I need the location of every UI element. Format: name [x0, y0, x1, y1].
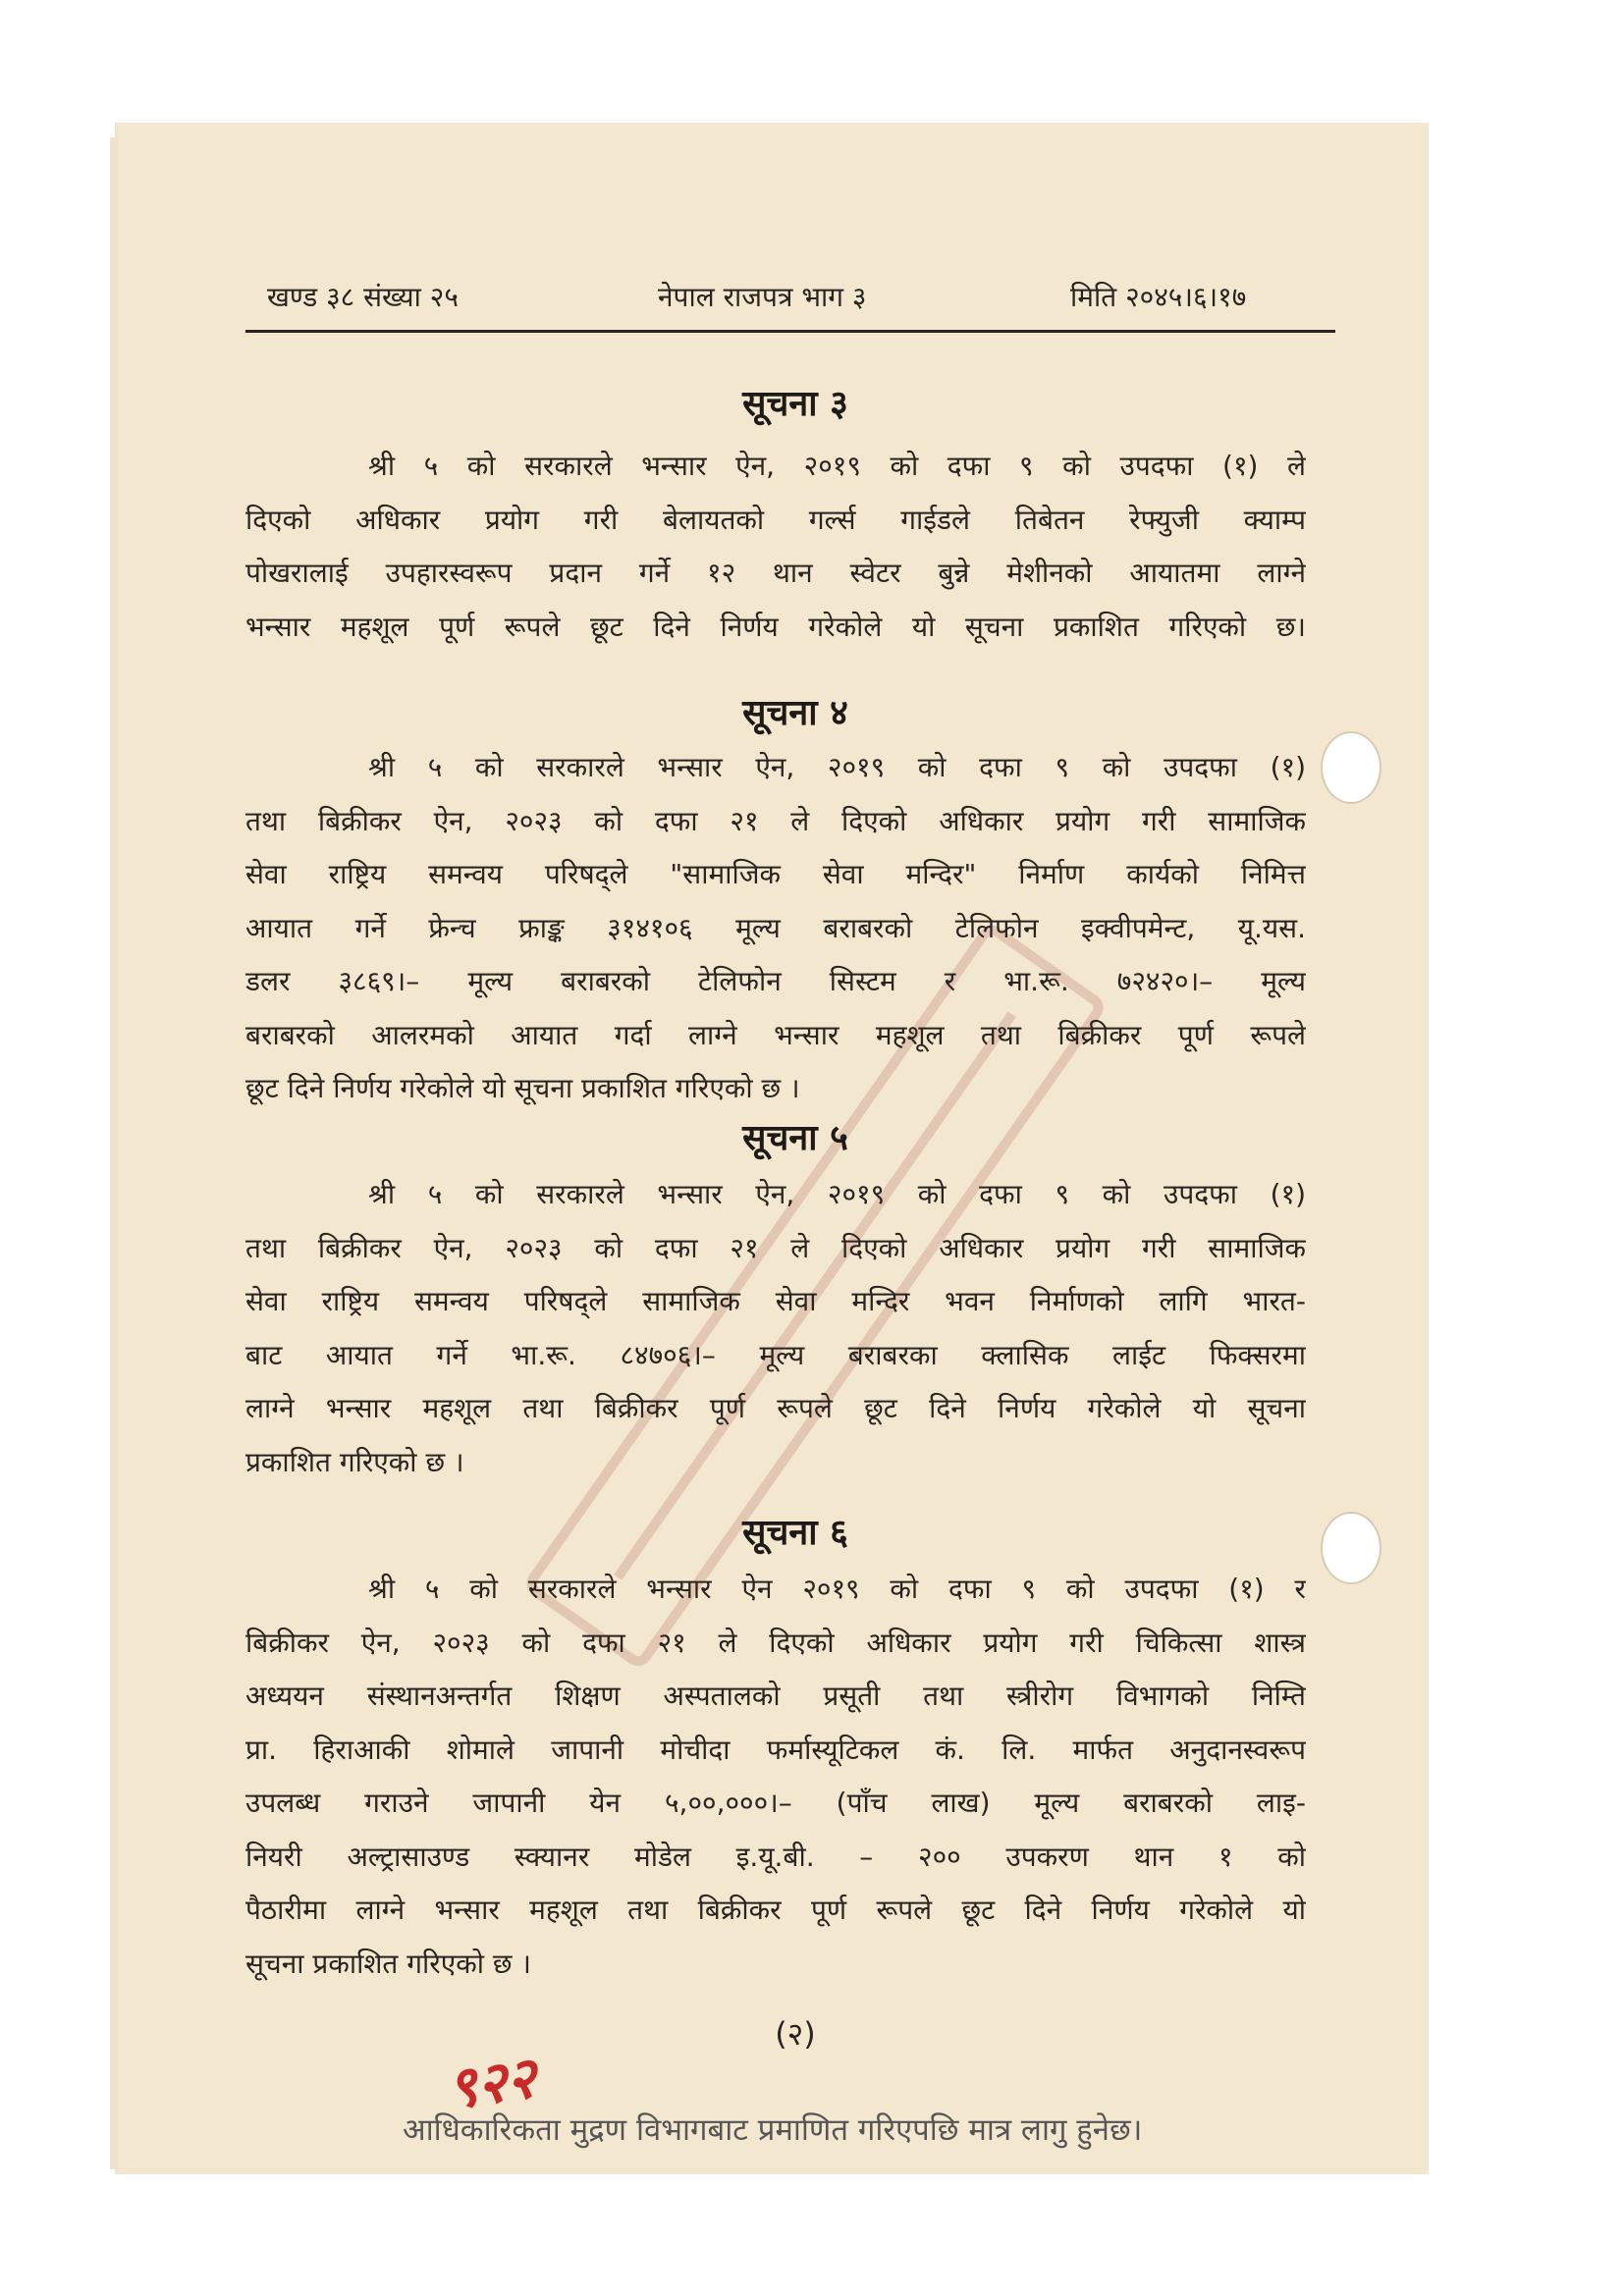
text-line: बाट आयात गर्ने भा.रू. ८४७०६।– मूल्य बराबरका क्लासिक लाईट फिक्सरमा: [245, 1338, 1306, 1371]
notice-heading: सूचना ४: [742, 693, 848, 733]
notice-body: [245, 1168, 1306, 1489]
gazette-title: नेपाल राजपत्र भाग ३: [658, 281, 867, 313]
text-line: पैठारीमा लाग्ने भन्सार महशूल तथा बिक्रीकर पूर्ण रूपले छूट दिने निर्णय गरेकोले यो: [245, 1894, 1306, 1926]
text-line: सेवा राष्ट्रिय समन्वय परिषद्ले सामाजिक सेवा मन्दिर भवन निर्माणको लागि भारत-: [245, 1285, 1306, 1317]
punch-hole-bottom: [1321, 1512, 1381, 1584]
text-line: पोखरालाई उपहारस्वरूप प्रदान गर्ने १२ थान स्वेटर बुन्ने मेशीनको आयातमा लाग्ने: [245, 557, 1306, 589]
text-line: दिएको अधिकार प्रयोग गरी बेलायतको गर्ल्स गाईडले तिबेतन रेफ्युजी क्याम्प: [245, 503, 1306, 536]
text-line: डलर ३८६९।– मूल्य बराबरको टेलिफोन सिस्टम र भा.रू. ७२४२०।– मूल्य: [245, 965, 1306, 997]
text-line: बिक्रीकर ऐन, २०२३ को दफा २१ ले दिएको अधिकार प्रयोग गरी चिकित्सा शास्त्र: [245, 1626, 1306, 1659]
text-line: बराबरको आलरमको आयात गर्दा लाग्ने भन्सार महशूल तथा बिक्रीकर पूर्ण रूपले: [245, 1018, 1306, 1051]
page-header: [245, 278, 1335, 317]
text-line: प्रकाशित गरिएको छ ।: [245, 1445, 464, 1478]
text-line: लाग्ने भन्सार महशूल तथा बिक्रीकर पूर्ण रूपले छूट दिने निर्णय गरेकोले यो सूचना: [245, 1392, 1306, 1424]
footer-authentication-note: आधिकारिकता मुद्रण विभागबाट प्रमाणित गरिएपछि मात्र लागु हुनेछ।: [403, 2112, 1143, 2148]
notice-body: [245, 1563, 1306, 1991]
text-line: सेवा राष्ट्रिय समन्वय परिषद्ले "सामाजिक सेवा मन्दिर" निर्माण कार्यको निमित्त: [245, 858, 1306, 890]
text-line: श्री ५ को सरकारले भन्सार ऐन, २०१९ को दफा ९ को उपदफा (१): [368, 1178, 1306, 1210]
notice-body: [245, 440, 1306, 654]
text-line: तथा बिक्रीकर ऐन, २०२३ को दफा २१ ले दिएको अधिकार प्रयोग गरी सामाजिक: [245, 1231, 1306, 1264]
text-line: अध्ययन संस्थानअन्तर्गत शिक्षण अस्पतालको प्रसूती तथा स्त्रीरोग विभागको निम्ति: [245, 1680, 1306, 1712]
notice-heading: सूचना ३: [742, 384, 848, 424]
text-line: आयात गर्ने फ्रेन्च फ्राङ्क ३१४१०६ मूल्य बराबरको टेलिफोन इक्वीपमेन्ट, यू.यस.: [245, 911, 1306, 944]
text-line: नियरी अल्ट्रासाउण्ड स्क्यानर मोडेल इ.यू.बी. – २०० उपकरण थान १ को: [245, 1840, 1306, 1873]
volume-issue: खण्ड ३८ संख्या २५: [267, 281, 459, 313]
text-line: प्रा. हिराआकी शोमाले जापानी मोचीदा फर्मास्यूटिकल कं. लि. मार्फत अनुदानस्वरूप: [245, 1733, 1306, 1766]
notice-body: [245, 741, 1306, 1116]
text-line: श्री ५ को सरकारले भन्सार ऐन २०१९ को दफा ९ को उपदफा (१) र: [368, 1573, 1306, 1605]
handwritten-page-number: ९२२: [443, 2044, 541, 2122]
text-line: उपलब्ध गराउने जापानी येन ५,००,०००।– (पाँच लाख) मूल्य बराबरको लाइ-: [245, 1787, 1306, 1819]
text-line: श्री ५ को सरकारले भन्सार ऐन, २०१९ को दफा ९ को उपदफा (१): [368, 751, 1306, 783]
text-line: सूचना प्रकाशित गरिएको छ ।: [245, 1947, 531, 1980]
text-line: भन्सार महशूल पूर्ण रूपले छूट दिने निर्णय गरेकोले यो सूचना प्रकाशित गरिएको छ।: [245, 610, 1306, 643]
notice-heading: सूचना ५: [742, 1118, 848, 1158]
text-line: तथा बिक्रीकर ऐन, २०२३ को दफा २१ ले दिएको अधिकार प्रयोग गरी सामाजिक: [245, 804, 1306, 837]
gazette-date: मिति २०४५।६।१७: [1070, 281, 1247, 313]
header-rule: [245, 330, 1335, 333]
text-line: छूट दिने निर्णय गरेकोले यो सूचना प्रकाशित गरिएको छ ।: [245, 1072, 800, 1104]
punch-hole-top: [1321, 731, 1381, 804]
page-number: (२): [775, 2015, 816, 2053]
text-line: श्री ५ को सरकारले भन्सार ऐन, २०१९ को दफा ९ को उपदफा (१) ले: [368, 450, 1306, 482]
notice-heading: सूचना ६: [742, 1513, 848, 1553]
